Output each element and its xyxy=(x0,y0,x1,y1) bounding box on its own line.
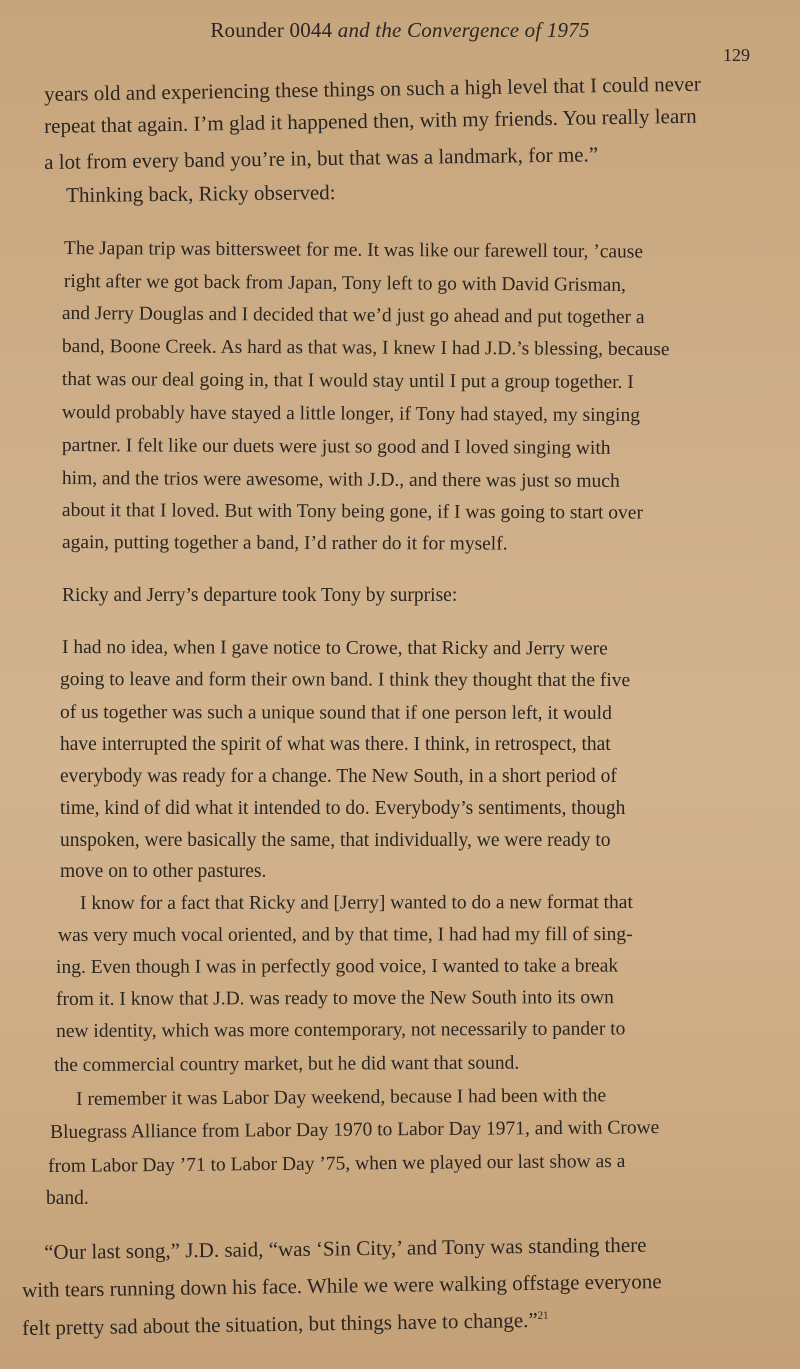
text-line: have interrupted the spirit of what was there. I think, in retrospect, that xyxy=(60,734,611,755)
text-line: I had no idea, when I gave notice to Crowe, that Ricky and Jerry were xyxy=(61,637,608,660)
running-head-roman: Rounder 0044 xyxy=(210,18,333,42)
text-line: “Our last song,” J.D. said, “was ‘Sin City,’ and Tony was standing there xyxy=(44,1232,647,1264)
text-line: band. xyxy=(46,1188,89,1209)
text-line: that was our deal going in, that I would stay until I put a group together. I xyxy=(61,369,634,393)
text-line: years old and experiencing these things on such a high level that I could never xyxy=(44,71,701,106)
text-line: everybody was ready for a change. The New South, in a short period of xyxy=(60,766,617,787)
text-line: Bluegrass Alliance from Labor Day 1970 to Labor Day 1971, and with Crowe xyxy=(50,1117,660,1143)
text-line: a lot from every band you’re in, but that was a landmark, for me.” xyxy=(44,142,599,174)
footnote-reference: 21 xyxy=(537,1309,549,1322)
text-line: again, putting together a band, I’d rather do it for myself. xyxy=(61,532,508,555)
text-line: partner. I felt like our duets were just so good and I loved singing with xyxy=(61,435,611,459)
text-line: the commercial country market, but he did want that sound. xyxy=(54,1052,520,1076)
text-line: from Labor Day ’71 to Labor Day ’75, when we played our last show as a xyxy=(48,1150,626,1177)
text-line: The Japan trip was bittersweet for me. It was like our farewell tour, ’cause xyxy=(63,238,644,263)
page-number: 129 xyxy=(723,45,750,65)
text-line: would probably have stayed a little longer, if Tony had stayed, my singing xyxy=(61,402,641,427)
text-line: going to leave and form their own band. I think they thought that the five xyxy=(59,669,631,691)
text-line: band, Boone Creek. As hard as that was, I knew I had J.D.’s blessing, because xyxy=(61,336,670,361)
text-line: and Jerry Douglas and I decided that we’d just go ahead and put together a xyxy=(61,303,645,329)
text-line: time, kind of did what it intended to do. Everybody’s sentiments, though xyxy=(60,798,626,819)
running-head xyxy=(0,18,800,43)
text-line: from it. I know that J.D. was ready to move the New South into its own xyxy=(56,987,614,1010)
text-line: about it that I loved. But with Tony being gone, if I was going to start over xyxy=(61,500,644,524)
text-line: was very much vocal oriented, and by that time, I had had my fill of sing- xyxy=(58,923,633,946)
text-line: I remember it was Labor Day weekend, because I had been with the xyxy=(76,1085,607,1110)
running-head-italic: and the Convergence of 1975 xyxy=(332,18,590,42)
text-line: ing. Even though I was in perfectly good voice, I wanted to take a break xyxy=(56,955,619,978)
text-line: I know for a fact that Ricky and [Jerry] wanted to do a new format that xyxy=(80,892,633,914)
text-line xyxy=(22,1308,549,1341)
text-line-content: felt pretty sad about the situation, but things have to change.” xyxy=(22,1307,538,1340)
text-line: right after we got back from Japan, Tony left to go with David Grisman, xyxy=(63,271,627,296)
text-line: repeat that again. I’m glad it happened then, with my friends. You really learn xyxy=(44,103,697,138)
text-line: with tears running down his face. While we were walking offstage everyone xyxy=(22,1269,662,1302)
text-line: unspoken, were basically the same, that individually, we were ready to xyxy=(60,830,611,851)
text-line: him, and the trios were awesome, with J.D., and there was just so much xyxy=(61,468,620,492)
text-line: Ricky and Jerry’s departure took Tony by surprise: xyxy=(62,585,458,606)
text-line: Thinking back, Ricky observed: xyxy=(66,180,336,207)
text-line: of us together was such a unique sound that if one person left, it would xyxy=(59,702,612,724)
text-line: new identity, which was more contemporary, not necessarily to pander to xyxy=(56,1018,626,1042)
text-line: move on to other pastures. xyxy=(60,861,267,882)
